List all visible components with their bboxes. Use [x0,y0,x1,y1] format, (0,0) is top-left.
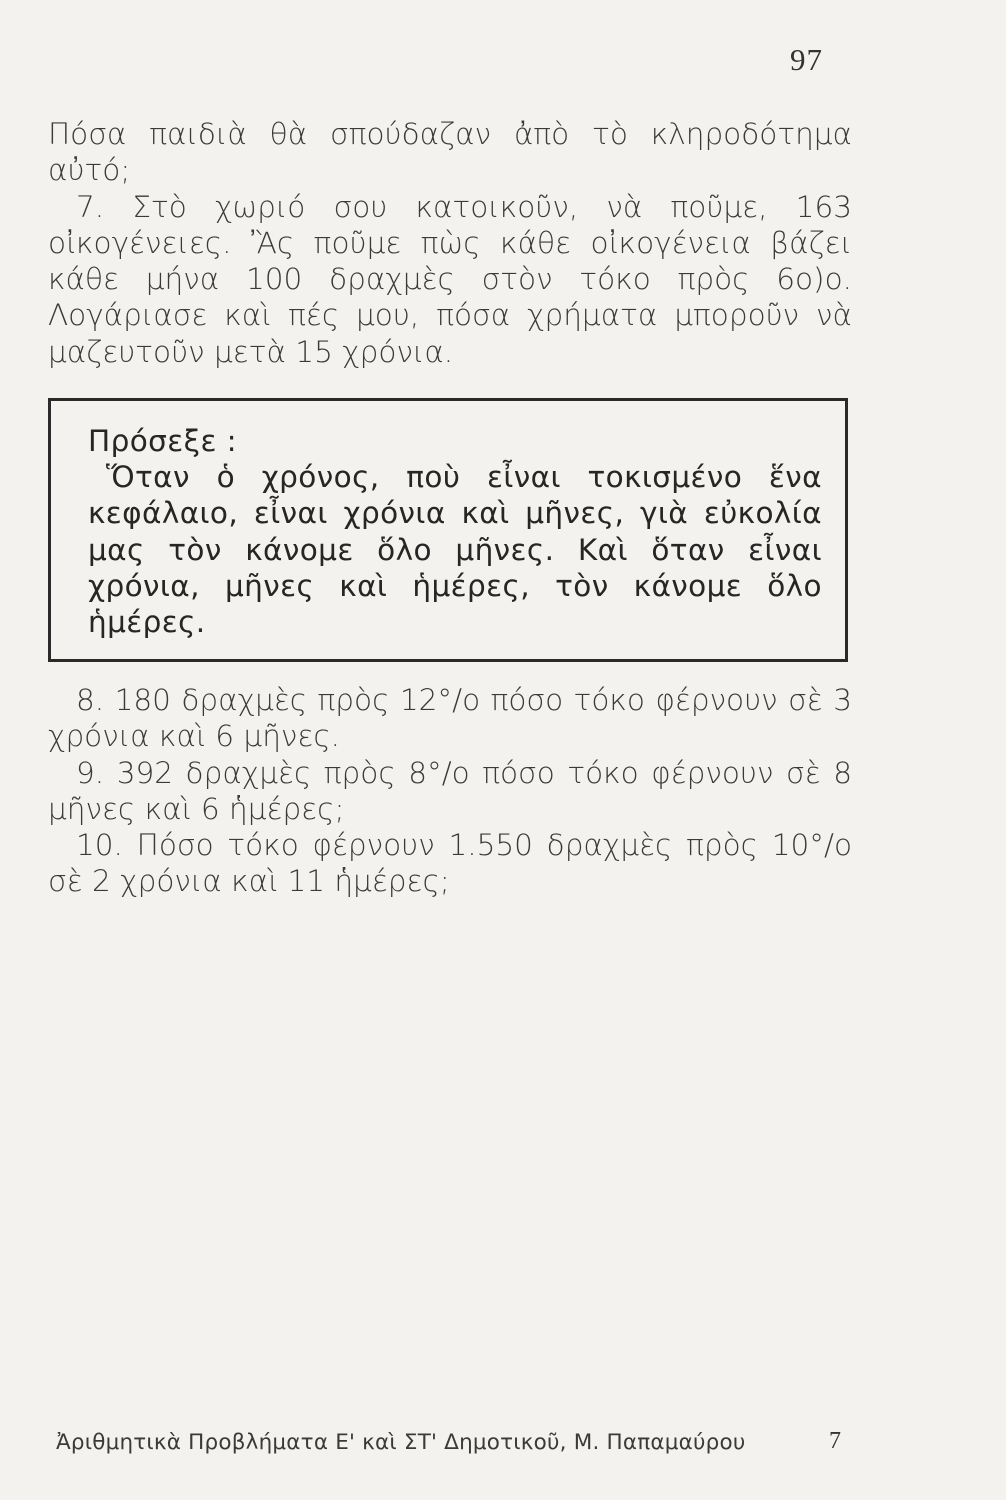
problem-10: 10. Πόσο τόκο φέρνουν 1.550 δραχμὲς πρὸς 10°/ο σὲ 2 χρόνια καὶ 11 ἡμέρες; [48,828,852,899]
paragraph-question: Πόσα παιδιὰ θὰ σπούδαζαν ἀπὸ τὸ κληροδότημα αὐτό; [48,117,852,188]
notice-body: Ὅταν ὁ χρόνος, ποὺ εἶναι τοκισμένο ἕνα κεφάλαιο, εἶναι χρόνια καὶ μῆνες, γιὰ εὐκολία μας τὸν κάνομε ὅλο μῆνες. Καὶ ὅταν εἶναι χρόνια, μῆνες καὶ ἡμέρες, τὸν κάνομε ὅλο ἡμέρες. [88,460,822,640]
problems-block [48,682,852,900]
footer-citation: Ἀριθμητικὰ Προβλήματα Ε' καὶ ΣΤ' Δημοτικοῦ, Μ. Παπαμαύρου [56,1430,746,1455]
footer-sheet-number: 7 [829,1428,841,1454]
paragraph-problem-7: 7. Στὸ χωριό σου κατοικοῦν, νὰ ποῦμε, 163 οἰκογένειες. Ἂς ποῦμε πὼς κάθε οἰκογένεια βάζει κάθε μήνα 100 δραχμὲς στὸν τόκο πρὸς 6ο)ο. Λογάριασε καὶ πές μου, πόσα χρήματα μποροῦν νὰ μαζευτοῦν μετὰ 15 χρόνια. [48,189,852,369]
top-text-block [48,116,852,370]
problem-8: 8. 180 δραχμὲς πρὸς 12°/ο πόσο τόκο φέρνουν σὲ 3 χρόνια καὶ 6 μῆνες. [48,683,852,754]
notice-title: Πρόσεξε : [88,424,237,458]
page-number: 97 [790,42,823,77]
notice-content [88,423,822,640]
problem-9: 9. 392 δραχμὲς πρὸς 8°/ο πόσο τόκο φέρνουν σὲ 8 μῆνες καὶ 6 ἡμέρες; [48,755,852,826]
notice-box [48,398,848,662]
